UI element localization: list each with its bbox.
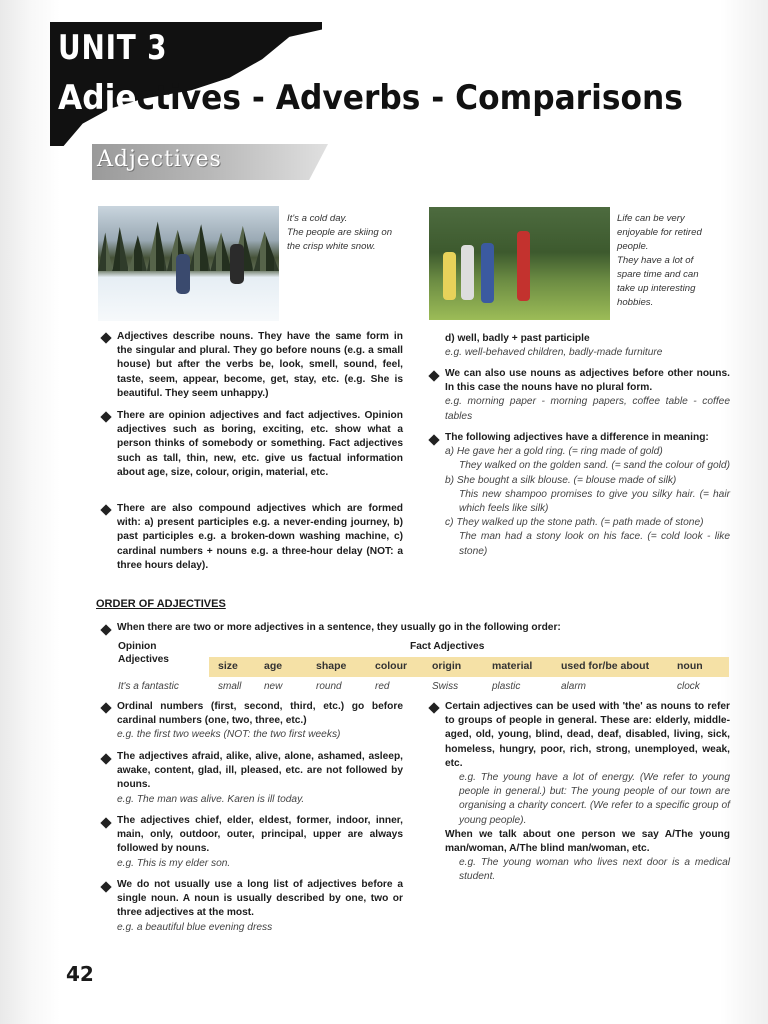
example-b: b) She bought a silk blouse. (= blouse made of silk) [445,474,677,486]
page-title-rest: ctives - Adverbs - Comparisons [136,78,683,118]
person-figure [481,243,494,303]
rule-text: Certain adjectives can be used with 'the' as nouns to refer to groups of people in general. These are: elderly, middle-aged, old, young, blind, dead, deaf, disabled, living, sick, homeless, hungry, poor, rich, strong, unemployed, weak, etc. [445,701,730,769]
caption-line: take up interesting [617,283,696,294]
ski-photo [98,206,279,321]
rule-well-badly [445,332,730,360]
table-cell: plastic [492,681,521,692]
rule-d-label: d) well, badly + past participle [445,333,590,344]
order-intro: When there are two or more adjectives in a sentence, they usually go in the following order: [117,622,561,633]
rule-d-example: e.g. well-behaved children, badly-made furniture [445,347,663,359]
table-cell: alarm [561,681,587,692]
rule-example: e.g. morning paper - morning papers, coffee table - coffee tables [445,396,730,422]
person-figure [517,231,530,301]
ski-caption [287,212,392,254]
rule-text: The adjectives afraid, alike, alive, alone, ashamed, asleep, awake, content, glad, ill, pleased, etc. are not followed by nouns. [117,751,403,791]
caption-line: Life can be very [617,213,685,224]
opinion-label-2: Adjectives [118,654,169,665]
rule-text-2: When we talk about one person we say A/The young man/woman, A/The blind man/woman, etc. [445,828,730,855]
column-header: used for/be about [561,660,650,672]
person-figure [443,252,456,300]
example-c: c) They walked up the stone path. (= path made of stone) [445,517,704,529]
rule-example: e.g. a beautiful blue evening dress [117,921,273,933]
unit-label: UNIT 3 [58,28,168,68]
rule-compound: There are also compound adjectives which are formed with: a) present participles e.g. a never-ending journey, b) past participles e.g. a broken-down washing machine, c) cardinal numbers + nouns e.g. a three-hour delay (NOT: a three hours delay). [117,503,403,571]
golf-caption [617,212,702,310]
skier-figure [230,244,244,284]
fact-label: Fact Adjectives [410,641,485,652]
opinion-label [118,640,208,666]
caption-line: people. [617,241,649,252]
column-header: age [264,660,283,672]
rule-text: The following adjectives have a difference in meaning: [445,432,709,443]
rule-difference-meaning [445,431,730,559]
rule-ordinal-numbers [117,700,403,743]
caption-line: the crisp white snow. [287,241,376,252]
caption-line: enjoyable for retired [617,227,702,238]
caption-line: It's a cold day. [287,213,348,224]
column-header: colour [375,660,408,672]
table-cell: clock [677,681,700,692]
rule-text: We can also use nouns as adjectives before other nouns. In this case the nouns have no plural form. [445,368,730,394]
opinion-label-1: Opinion [118,641,157,652]
example-b2: This new shampoo promises to give you silky hair. (= hair which feels like silk) [459,488,730,515]
table-cell: round [316,681,342,692]
column-header: material [492,660,533,672]
rule-text: We do not usually use a long list of adjectives before a single noun. A noun is usually described by one, two or three adjectives at the most. [117,879,403,919]
rule-opinion-fact: There are opinion adjectives and fact adjectives. Opinion adjectives such as boring, exciting, etc. show what a person thinks of somebody or something. Fact adjectives such as tall, thin, new, etc. give us factual information about age, size, colour, origin, material, etc. [117,410,403,478]
caption-line: spare time and can [617,269,699,280]
caption-line: The people are skiing on [287,227,393,238]
rule-text: Ordinal numbers (first, second, third, etc.) go before cardinal numbers (one, two, three, etc.) [117,701,403,727]
example-a: a) He gave her a gold ring. (= ring made of gold) [445,446,663,458]
page-number: 42 [66,962,94,986]
golf-photo [429,207,610,320]
rule-long-list [117,878,403,935]
skier-figure [176,254,190,294]
rule-example: e.g. This is my elder son. [117,857,231,869]
page-title [58,78,683,118]
example-c2: The man had a stony look on his face. (= cold look - like stone) [459,531,730,557]
rule-not-followed [117,750,403,807]
rule-always-followed [117,814,403,871]
column-header: origin [432,660,462,672]
column-header: shape [316,660,347,672]
table-cell: small [218,681,242,692]
example-a2: They walked on the golden sand. (= sand the colour of gold) [459,460,730,472]
rule-example: e.g. The young have a lot of energy. (We refer to young people in general.) but: The young people of our town are organising a charity concert. (We refer to a specific group of young people). [459,772,730,826]
page-title-lead: Adje [58,78,137,118]
example-lead: It's a fantastic [118,681,179,692]
rule-adjectives-describe: Adjectives describe nouns. They have the same form in the singular and plural. They go before nouns (e.g. a small house) but after the verbs be, look, smell, sound, feel, taste, seem, appear, become, get, stay, etc. (e.g. She is beautiful. They seem unhappy.) [117,331,403,399]
table-cell: new [264,681,283,692]
rule-adjectives-as-nouns [445,700,730,885]
table-cell: Swiss [432,681,459,692]
order-heading: ORDER OF ADJECTIVES [96,598,226,610]
section-title: Adjectives [97,147,222,172]
rule-text: The adjectives chief, elder, eldest, former, indoor, inner, main, only, outdoor, outer, principal, upper are always followed by nouns. [117,815,403,855]
column-header: noun [677,660,703,672]
column-header: size [218,660,238,672]
caption-line: They have a lot of [617,255,694,266]
rule-example: e.g. the first two weeks (NOT: the two first weeks) [117,729,341,741]
rule-nouns-as-adjectives [445,367,730,424]
order-table-header [209,657,729,677]
rule-example-2: e.g. The young woman who lives next door is a medical student. [459,857,730,883]
table-cell: red [375,681,390,692]
person-figure [461,245,474,300]
caption-line: hobbies. [617,297,654,308]
rule-example: e.g. The man was alive. Karen is ill today. [117,793,305,805]
